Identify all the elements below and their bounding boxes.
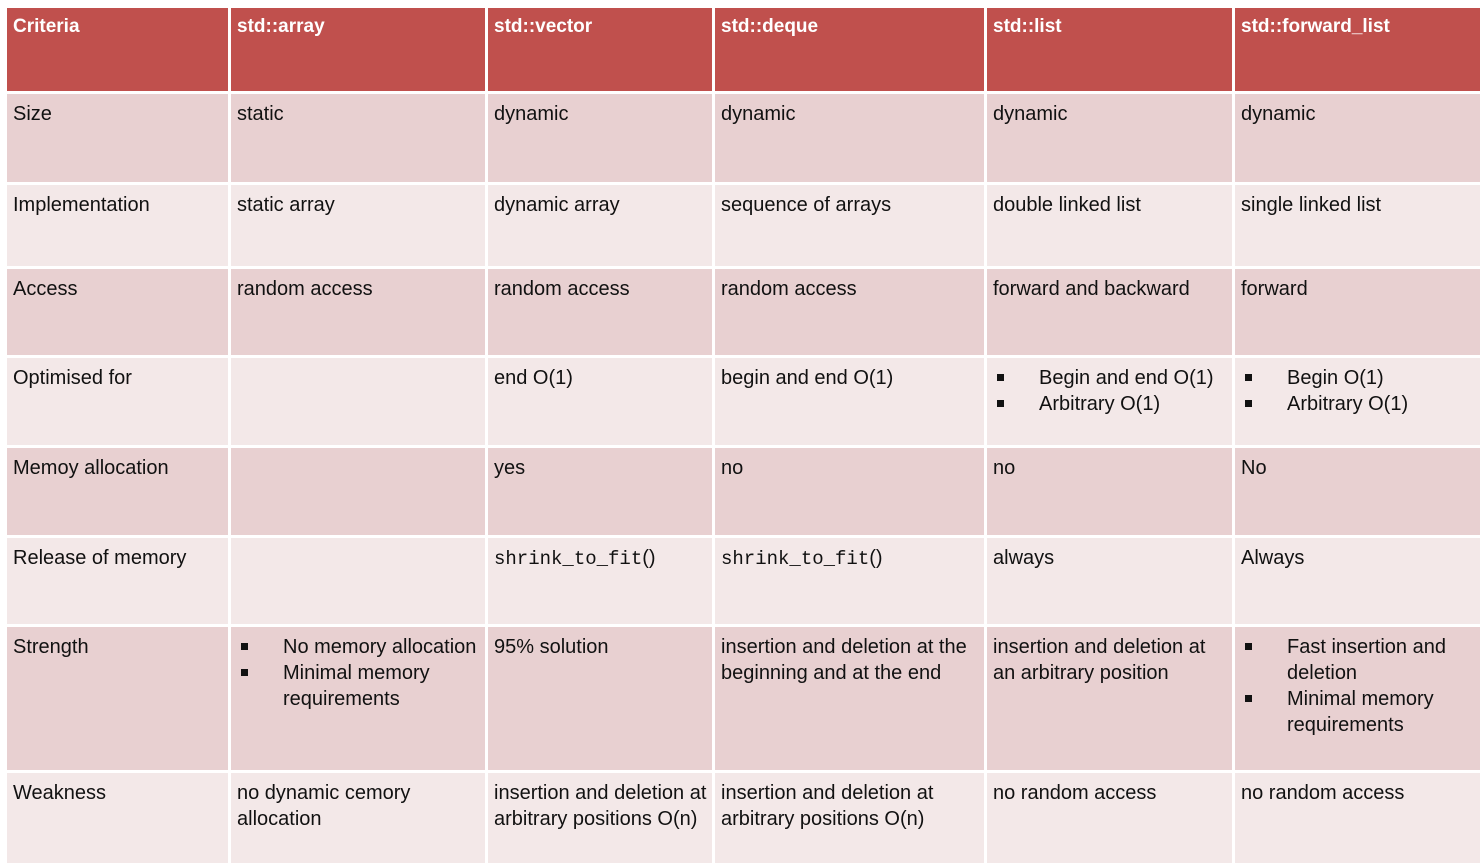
array-cell: static array (230, 184, 487, 268)
bullet-item: Arbitrary O(1) (1241, 391, 1475, 417)
array-cell: random access (230, 268, 487, 357)
header-array: std::array (230, 7, 487, 93)
criteria-cell: Memoy allocation (6, 447, 230, 537)
header-deque: std::deque (714, 7, 986, 93)
deque-cell: begin and end O(1) (714, 357, 986, 447)
deque-cell (714, 537, 986, 626)
row-release-of-memory (6, 537, 1482, 626)
vector-cell: yes (487, 447, 714, 537)
forward-list-cell: no random access (1234, 772, 1482, 865)
header-row (6, 7, 1482, 93)
bullet-list (993, 365, 1227, 417)
row-optimised-for (6, 357, 1482, 447)
row-implementation (6, 184, 1482, 268)
array-cell (230, 537, 487, 626)
list-cell: no (986, 447, 1234, 537)
criteria-cell: Weakness (6, 772, 230, 865)
code-text: shrink_to_fit (721, 548, 870, 570)
vector-cell (487, 537, 714, 626)
containers-table (4, 5, 1483, 866)
list-cell (986, 357, 1234, 447)
criteria-cell: Access (6, 268, 230, 357)
bullet-list (1241, 365, 1475, 417)
vector-cell: random access (487, 268, 714, 357)
criteria-cell: Optimised for (6, 357, 230, 447)
vector-cell: insertion and deletion at arbitrary positions O(n) (487, 772, 714, 865)
header-criteria: Criteria (6, 7, 230, 93)
deque-cell: dynamic (714, 93, 986, 184)
header-forward-list: std::forward_list (1234, 7, 1482, 93)
array-cell: static (230, 93, 487, 184)
bullet-item: Begin O(1) (1241, 365, 1475, 391)
row-memory-allocation (6, 447, 1482, 537)
vector-cell: dynamic array (487, 184, 714, 268)
code-parens: () (642, 547, 656, 569)
forward-list-cell: dynamic (1234, 93, 1482, 184)
header-vector: std::vector (487, 7, 714, 93)
list-cell: always (986, 537, 1234, 626)
vector-cell: 95% solution (487, 626, 714, 772)
bullet-list (237, 634, 480, 712)
array-cell (230, 357, 487, 447)
code-parens: () (869, 547, 883, 569)
bullet-item: Minimal memory requirements (1241, 686, 1475, 738)
list-cell: dynamic (986, 93, 1234, 184)
bullet-item: Arbitrary O(1) (993, 391, 1227, 417)
array-cell (230, 626, 487, 772)
vector-cell: end O(1) (487, 357, 714, 447)
criteria-cell: Implementation (6, 184, 230, 268)
forward-list-cell: Always (1234, 537, 1482, 626)
list-cell: no random access (986, 772, 1234, 865)
vector-cell: dynamic (487, 93, 714, 184)
comparison-table (4, 5, 1480, 866)
forward-list-cell: No (1234, 447, 1482, 537)
list-cell: insertion and deletion at an arbitrary position (986, 626, 1234, 772)
deque-cell: random access (714, 268, 986, 357)
deque-cell: sequence of arrays (714, 184, 986, 268)
deque-cell: insertion and deletion at the beginning and at the end (714, 626, 986, 772)
criteria-cell: Release of memory (6, 537, 230, 626)
array-cell: no dynamic cemory allocation (230, 772, 487, 865)
code-text: shrink_to_fit (494, 548, 643, 570)
deque-cell: insertion and deletion at arbitrary positions O(n) (714, 772, 986, 865)
forward-list-cell: forward (1234, 268, 1482, 357)
header-list: std::list (986, 7, 1234, 93)
criteria-cell: Size (6, 93, 230, 184)
forward-list-cell (1234, 357, 1482, 447)
deque-cell: no (714, 447, 986, 537)
row-access (6, 268, 1482, 357)
row-size (6, 93, 1482, 184)
row-strength (6, 626, 1482, 772)
bullet-item: Fast insertion and deletion (1241, 634, 1475, 686)
list-cell: double linked list (986, 184, 1234, 268)
array-cell (230, 447, 487, 537)
bullet-item: No memory allocation (237, 634, 480, 660)
forward-list-cell (1234, 626, 1482, 772)
forward-list-cell: single linked list (1234, 184, 1482, 268)
bullet-item: Begin and end O(1) (993, 365, 1227, 391)
bullet-list (1241, 634, 1475, 738)
bullet-item: Minimal memory requirements (237, 660, 480, 712)
list-cell: forward and backward (986, 268, 1234, 357)
row-weakness (6, 772, 1482, 865)
criteria-cell: Strength (6, 626, 230, 772)
